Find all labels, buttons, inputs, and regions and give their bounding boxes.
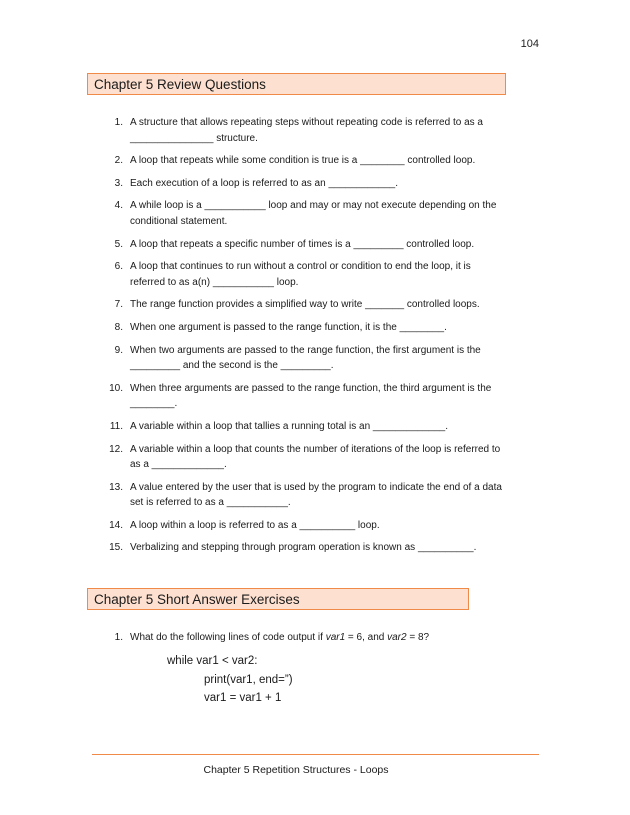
page-number: 104 [520,38,539,50]
list-item [108,381,503,412]
question-number: 9 . [108,343,123,359]
list-item [108,115,503,146]
question-text: A value entered by the user that is used by the program to indicate the end of a data set is referred to as a ___________. [130,481,502,509]
question-text: A loop that repeats while some condition is true is a ________ controlled loop. [130,155,476,167]
list-item [108,518,503,534]
question-number: 3 . [108,176,123,192]
question-text-part: = 6, and [345,632,388,643]
list-item [108,480,503,511]
variable-name: var2 [387,632,407,643]
question-number: 14 . [108,518,123,534]
list-item [108,198,503,229]
code-snippet [167,652,293,708]
question-number: 5 . [108,237,123,253]
question-number: 10 . [108,381,123,397]
question-text: When two arguments are passed to the range function, the first argument is the _________ and the second is the _________. [130,344,481,372]
variable-name: var1 [325,632,346,643]
question-text: A while loop is a ___________ loop and may or may not execute depending on the conditional statement. [130,200,497,227]
list-item [108,237,503,253]
question-text: A loop that continues to run without a control or condition to end the loop, it is referred to as a(n) ___________ loop. [130,261,471,288]
review-question-list [108,115,503,563]
list-item [108,153,503,169]
short-answer-list [108,630,503,653]
footer-divider [92,754,539,755]
list-item [108,176,503,192]
question-text [130,630,503,646]
question-text: When three arguments are passed to the range function, the third argument is the ________. [130,382,492,410]
question-number: 12 . [108,442,123,458]
question-text: A structure that allows repeating steps without repeating code is referred to as a _______________ structure. [130,117,483,144]
list-item [108,630,503,646]
question-text: Verbalizing and stepping through program operation is known as __________. [130,542,477,554]
question-number: 7 . [108,297,123,313]
code-line: while var1 < var2: [167,655,258,667]
list-item [108,442,503,473]
list-item [108,320,503,336]
list-item [108,540,503,556]
code-line: print(var1, end=”) [204,673,293,686]
question-text: A variable within a loop that tallies a running total is an _____________. [130,420,449,432]
list-item [108,419,503,435]
question-number: 1 . [108,115,123,131]
question-number: 15 . [108,540,123,556]
footer-chapter-title: Chapter 5 Repetition Structures - Loops [203,764,389,776]
code-line: var1 = var1 + 1 [204,692,282,704]
question-text: A variable within a loop that counts the number of iterations of the loop is referred to as a _____________. [130,443,501,471]
question-number: 6 . [108,259,123,275]
question-text: A loop that repeats a specific number of times is a _________ controlled loop. [130,238,475,250]
list-item [108,259,503,290]
question-number: 11 . [108,419,123,435]
short-answer-header: Chapter 5 Short Answer Exercises [87,588,469,610]
question-text: When one argument is passed to the range function, it is the ________. [130,321,447,333]
question-text-part: = 8? [406,632,430,643]
question-number: 8 . [108,320,123,336]
review-questions-header: Chapter 5 Review Questions [87,73,506,95]
question-text: Each execution of a loop is referred to as an ____________. [130,177,398,189]
list-item [108,297,503,313]
question-text-part: What do the following lines of code output if [130,632,326,643]
question-number: 13 . [108,480,123,496]
question-text: The range function provides a simplified way to write _______ controlled loops. [130,299,480,311]
question-number: 1 . [108,630,123,646]
question-number: 2 . [108,153,123,169]
question-number: 4 . [108,198,123,214]
question-text: A loop within a loop is referred to as a __________ loop. [130,519,380,531]
list-item [108,343,503,374]
